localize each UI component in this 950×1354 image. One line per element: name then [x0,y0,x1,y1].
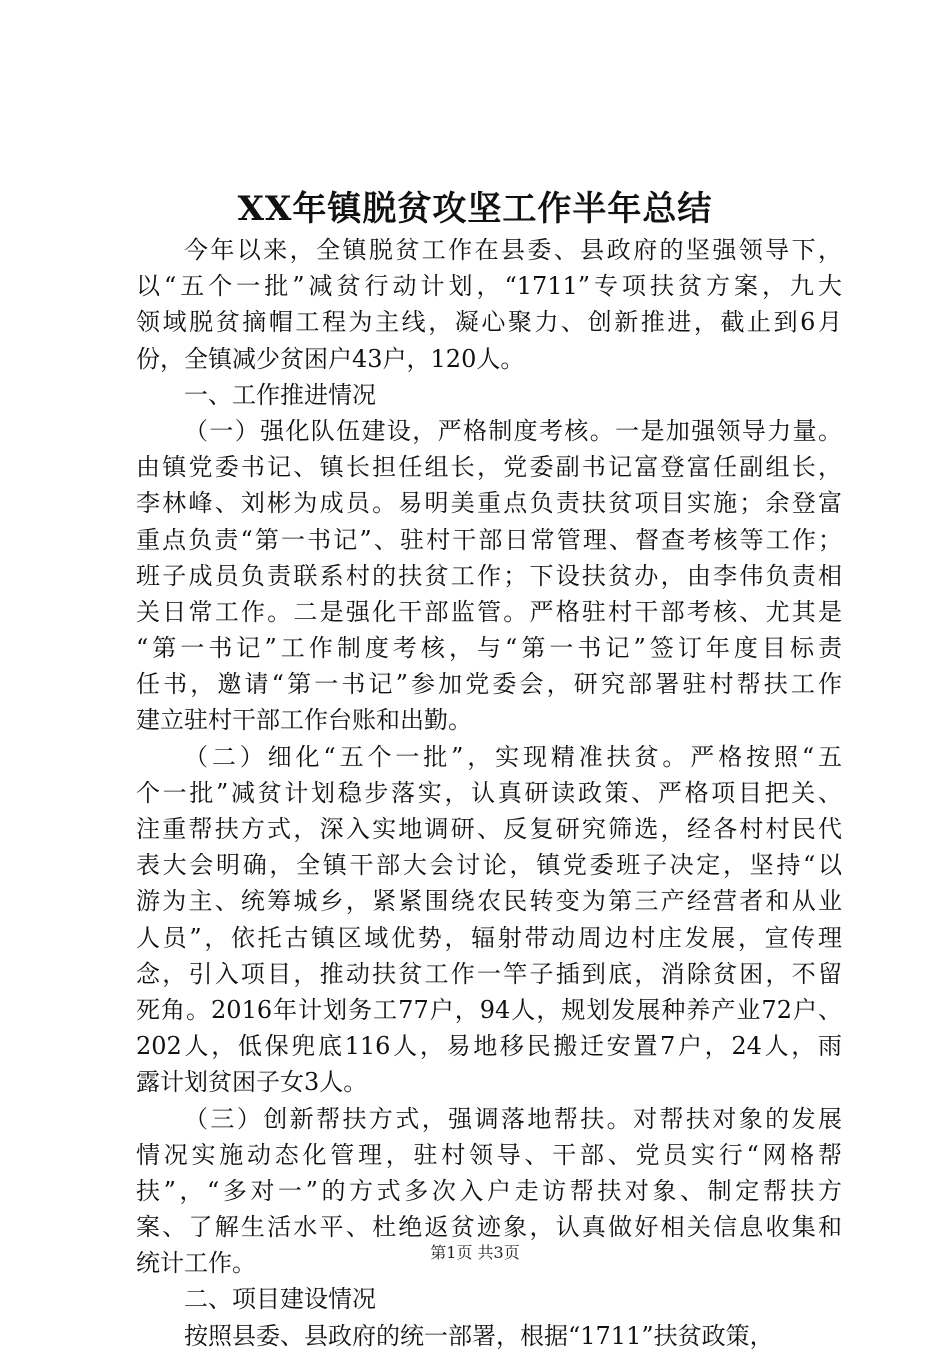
paragraph-line: 任书，邀请“第一书记”参加党委会，研究部署驻村帮扶工作 [136,670,842,699]
paragraph-line: （二）细化“五个一批”，实现精准扶贫。严格按照“五 [184,742,842,771]
paragraph-line: 注重帮扶方式，深入实地调研、反复研究筛选，经各村村民代 [136,815,842,843]
paragraph-line: 情况实施动态化管理，驻村领导、干部、党员实行“网格帮 [136,1140,842,1169]
paragraph-line: “第一书记”工作制度考核，与“第一书记”签订年度目标责 [136,634,842,663]
paragraph-line: 人员”，依托古镇区域优势，辐射带动周边村庄发展，宣传理 [136,923,842,952]
paragraph-line: 露计划贫困子女3人。 [136,1068,368,1097]
paragraph-line: 重点负责“第一书记”、驻村干部日常管理、督查考核等工作； [136,525,842,554]
paragraph-line: 由镇党委书记、镇长担任组长，党委副书记富登富任副组长， [136,453,842,482]
paragraph-line: 关日常工作。二是强化干部监管。严格驻村干部考核、尤其是 [136,597,842,626]
paragraph-line: 按照县委、县政府的统一部署，根据“1711”扶贫政策， [184,1321,774,1350]
section-heading: 一、工作推进情况 [184,380,376,409]
paragraph-line: 个一批”减贫计划稳步落实，认真研读政策、严格项目把关、 [136,778,842,807]
paragraph-line: 统计工作。 [136,1249,256,1278]
paragraph-line: （一）强化队伍建设，严格制度考核。一是加强领导力量。 [184,416,842,445]
paragraph-line: 念，引入项目，推动扶贫工作一竿子插到底，消除贫困，不留 [136,959,842,988]
paragraph-line: 扶”，“多对一”的方式多次入户走访帮扶对象、制定帮扶方 [136,1176,842,1205]
paragraph-line: 游为主、统筹城乡，紧紧围绕农民转变为第三产经营者和从业 [136,887,842,916]
paragraph-line: 死角。2016年计划务工77户，94人，规划发展种养产业72户、 [136,995,842,1024]
page-footer: 第1页 共3页 [430,1243,520,1262]
paragraph-line: 班子成员负责联系村的扶贫工作；下设扶贫办，由李伟负责相 [136,561,842,590]
paragraph-line: 建立驻村干部工作台账和出勤。 [136,706,472,735]
paragraph-line: 以“五个一批”减贫行动计划，“1711”专项扶贫方案，九大 [136,272,842,301]
paragraph-line: 领域脱贫摘帽工程为主线，凝心聚力、创新推进，截止到6月 [136,308,842,337]
document-body [136,232,842,1354]
paragraph-line: 202人，低保兜底116人，易地移民搬迁安置7户，24人，雨 [136,1032,842,1061]
paragraph-line: （三）创新帮扶方式，强调落地帮扶。对帮扶对象的发展 [184,1104,842,1133]
paragraph-line: 今年以来，全镇脱贫工作在县委、县政府的坚强领导下， [184,236,842,264]
paragraph-line: 表大会明确，全镇干部大会讨论，镇党委班子决定，坚持“以 [136,851,842,880]
document-title: XX年镇脱贫攻坚工作半年总结 [237,189,713,229]
paragraph-line: 李林峰、刘彬为成员。易明美重点负责扶贫项目实施；余登富 [136,489,842,518]
section-heading: 二、项目建设情况 [184,1285,376,1314]
paragraph-line: 案、了解生活水平、杜绝返贫迹象，认真做好相关信息收集和 [136,1213,842,1242]
paragraph-line: 份，全镇减少贫困户43户，120人。 [136,344,525,373]
